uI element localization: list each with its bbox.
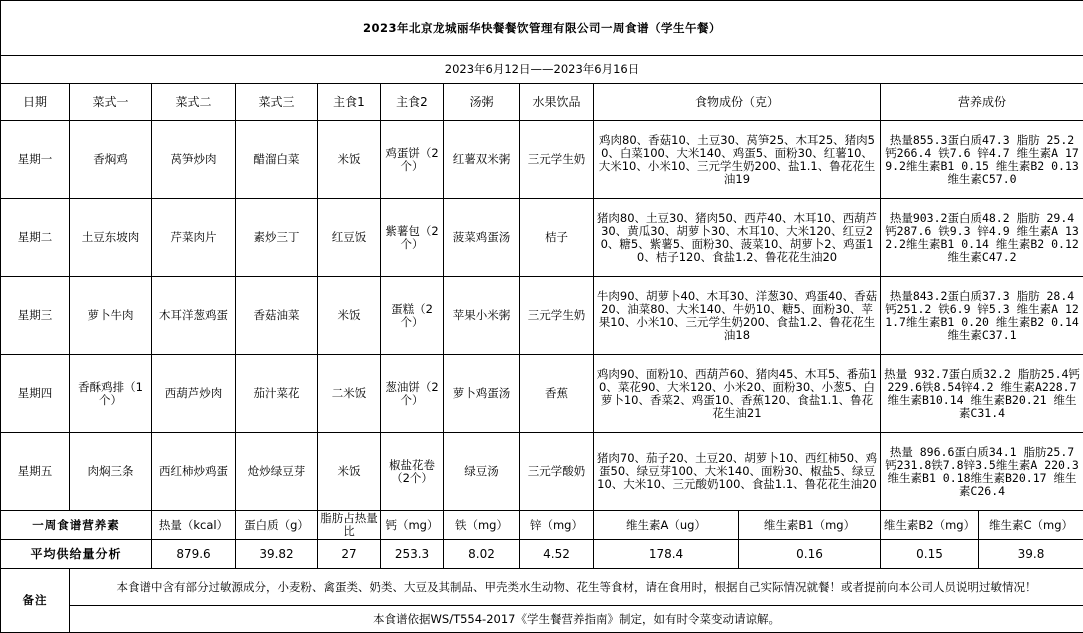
soup: 红薯双米粥 bbox=[444, 121, 520, 199]
staple1: 米饭 bbox=[318, 121, 381, 199]
nutrient-header: 锌（mg） bbox=[520, 511, 594, 540]
nutrition: 热量855.3蛋白质47.3 脂肪 25.2 钙266.4 铁7.6 锌4.7 维生素A 179.2维生素B1 0.15 维生素B2 0.13 维生素C57.0 bbox=[881, 121, 1083, 199]
soup: 苹果小米粥 bbox=[444, 277, 520, 355]
ingredients: 猪肉70、茄子20、土豆20、胡萝卜10、西红柿50、鸡蛋50、绿豆芽100、大米140、面粉30、椒盐5、绿豆10、大米10、三元酸奶100、食盐1.1、鲁花花生油20 bbox=[594, 433, 881, 511]
allergen-note: 本食谱中含有部分过敏源成分，小麦粉、禽蛋类、奶类、大豆及其制品、甲壳类水生动物、花生等食材，请在食用时，根据自己实际情况就餐！或者提前向本公司人员说明过敏情况！ bbox=[70, 569, 1083, 606]
nutrient-header: 钙（mg） bbox=[381, 511, 444, 540]
staple1: 二米饭 bbox=[318, 355, 381, 433]
ingredients: 牛肉90、胡萝卜40、木耳30、洋葱30、鸡蛋40、香菇20、油菜80、大米140、牛奶10、糖5、面粉30、苹果10、小米10、三元学生奶200、食盐1.2、鲁花花生油18 bbox=[594, 277, 881, 355]
soup: 菠菜鸡蛋汤 bbox=[444, 199, 520, 277]
dish3: 茄汁菜花 bbox=[236, 355, 318, 433]
day-row-mon bbox=[1, 121, 1083, 199]
day-row-thu bbox=[1, 355, 1083, 433]
average-label: 平均供给量分析 bbox=[1, 540, 152, 569]
nutrient-value: 4.52 bbox=[520, 540, 594, 569]
nutrition: 热量903.2蛋白质48.2 脂肪 29.4 钙287.6 铁9.3 锌4.9 维生素A 132.2维生素B1 0.14 维生素B2 0.12 维生素C47.2 bbox=[881, 199, 1083, 277]
staple1: 米饭 bbox=[318, 433, 381, 511]
header-dish1: 菜式一 bbox=[70, 84, 152, 121]
dish1: 萝卜牛肉 bbox=[70, 277, 152, 355]
nutrient-value: 253.3 bbox=[381, 540, 444, 569]
ingredients: 鸡肉80、香菇10、土豆30、莴笋25、木耳25、猪肉50、白菜100、大米140、鸡蛋5、面粉30、红薯10、大米10、小米10、三元学生奶200、盐1.1、鲁花花生油19 bbox=[594, 121, 881, 199]
header-fruit: 水果饮品 bbox=[520, 84, 594, 121]
dish3: 素炒三丁 bbox=[236, 199, 318, 277]
header-dish2: 菜式二 bbox=[152, 84, 236, 121]
nutrient-header: 热量（kcal） bbox=[152, 511, 236, 540]
day-label: 星期一 bbox=[1, 121, 70, 199]
dish2: 芹菜肉片 bbox=[152, 199, 236, 277]
fruit-drink: 三元学酸奶 bbox=[520, 433, 594, 511]
nutrient-value: 27 bbox=[318, 540, 381, 569]
dish2: 西红柿炒鸡蛋 bbox=[152, 433, 236, 511]
day-row-tue bbox=[1, 199, 1083, 277]
dish1: 土豆东坡肉 bbox=[70, 199, 152, 277]
ingredients: 鸡肉90、面粉10、西葫芦60、猪肉45、木耳5、番茄10、菜花90、大米120、小米20、面粉30、小葱5、白萝卜10、香菜2、鸡蛋10、香蕉120、食盐1.1、鲁花花生油21 bbox=[594, 355, 881, 433]
date-range: 2023年6月12日——2023年6月16日 bbox=[1, 56, 1083, 84]
dish3: 香菇油菜 bbox=[236, 277, 318, 355]
header-nutrition: 营养成份 bbox=[881, 84, 1083, 121]
soup: 绿豆汤 bbox=[444, 433, 520, 511]
fruit-drink: 桔子 bbox=[520, 199, 594, 277]
dish1: 香焖鸡 bbox=[70, 121, 152, 199]
header-row bbox=[1, 84, 1083, 121]
staple2: 葱油饼（2个） bbox=[381, 355, 444, 433]
nutrient-header: 维生素B1（mg） bbox=[739, 511, 881, 540]
day-label: 星期三 bbox=[1, 277, 70, 355]
nutrient-header: 铁（mg） bbox=[444, 511, 520, 540]
ingredients: 猪肉80、土豆30、猪肉50、西芹40、木耳10、西葫芦30、黄瓜30、胡萝卜30、木耳10、大米120、红豆20、糖5、紫薯5、面粉30、菠菜10、胡萝卜2、鸡蛋10、桔子120、食盐1.2、鲁花花生油20 bbox=[594, 199, 881, 277]
dish3: 醋溜白菜 bbox=[236, 121, 318, 199]
fruit-drink: 三元学生奶 bbox=[520, 121, 594, 199]
standard-note: 本食谱依据WS/T554-2017《学生餐营养指南》制定，如有时令菜变动请谅解。 bbox=[70, 606, 1083, 633]
header-soup: 汤粥 bbox=[444, 84, 520, 121]
nutrient-value: 178.4 bbox=[594, 540, 739, 569]
weekly-nutrient-header-row bbox=[1, 511, 1083, 540]
fruit-drink: 三元学生奶 bbox=[520, 277, 594, 355]
day-label: 星期五 bbox=[1, 433, 70, 511]
dish3: 炝炒绿豆芽 bbox=[236, 433, 318, 511]
nutrient-value: 879.6 bbox=[152, 540, 236, 569]
nutrient-header: 脂肪占热量比 bbox=[318, 511, 381, 540]
day-row-wed bbox=[1, 277, 1083, 355]
soup: 萝卜鸡蛋汤 bbox=[444, 355, 520, 433]
nutrition: 热量 896.6蛋白质34.1 脂肪25.7 钙231.8铁7.8锌3.5维生素A 220.3维生素B1 0.18维生素B20.17 维生素C26.4 bbox=[881, 433, 1083, 511]
nutrient-header: 蛋白质（g） bbox=[236, 511, 318, 540]
header-ingredients: 食物成份（克） bbox=[594, 84, 881, 121]
nutrient-header: 维生素C（mg） bbox=[979, 511, 1083, 540]
day-label: 星期四 bbox=[1, 355, 70, 433]
notes-label: 备注 bbox=[1, 569, 70, 633]
nutrient-value: 8.02 bbox=[444, 540, 520, 569]
day-row-fri bbox=[1, 433, 1083, 511]
nutrient-header: 维生素B2（mg） bbox=[881, 511, 979, 540]
staple2: 紫薯包（2个） bbox=[381, 199, 444, 277]
notes-row-allergen bbox=[1, 569, 1083, 606]
staple2: 椒盐花卷（2个） bbox=[381, 433, 444, 511]
dish2: 莴笋炒肉 bbox=[152, 121, 236, 199]
staple2: 蛋糕（2个） bbox=[381, 277, 444, 355]
staple1: 米饭 bbox=[318, 277, 381, 355]
dish1: 肉焖三条 bbox=[70, 433, 152, 511]
dish1: 香酥鸡排（1个） bbox=[70, 355, 152, 433]
dish2: 西葫芦炒肉 bbox=[152, 355, 236, 433]
dish2: 木耳洋葱鸡蛋 bbox=[152, 277, 236, 355]
day-label: 星期二 bbox=[1, 199, 70, 277]
notes-row-basis bbox=[1, 606, 1083, 633]
nutrient-header: 维生素A（ug） bbox=[594, 511, 739, 540]
nutrient-value: 0.16 bbox=[739, 540, 881, 569]
nutrient-value: 39.82 bbox=[236, 540, 318, 569]
page-title: 2023年北京龙城丽华快餐餐饮管理有限公司一周食谱（学生午餐） bbox=[1, 1, 1083, 56]
header-dish3: 菜式三 bbox=[236, 84, 318, 121]
staple1: 红豆饭 bbox=[318, 199, 381, 277]
header-staple1: 主食1 bbox=[318, 84, 381, 121]
weekly-nutrients-label: 一周食谱营养素 bbox=[1, 511, 152, 540]
staple2: 鸡蛋饼（2个） bbox=[381, 121, 444, 199]
nutrition: 热量843.2蛋白质37.3 脂肪 28.4 钙251.2 铁6.9 锌5.3 维生素A 121.7维生素B1 0.20 维生素B2 0.14 维生素C37.1 bbox=[881, 277, 1083, 355]
header-date: 日期 bbox=[1, 84, 70, 121]
nutrient-value: 0.15 bbox=[881, 540, 979, 569]
fruit-drink: 香蕉 bbox=[520, 355, 594, 433]
nutrition: 热量 932.7蛋白质32.2 脂肪25.4钙229.6铁8.54锌4.2 维生素A228.7 维生素B10.14 维生素B20.21 维生素C31.4 bbox=[881, 355, 1083, 433]
header-staple2: 主食2 bbox=[381, 84, 444, 121]
weekly-average-row bbox=[1, 540, 1083, 569]
nutrient-value: 39.8 bbox=[979, 540, 1083, 569]
